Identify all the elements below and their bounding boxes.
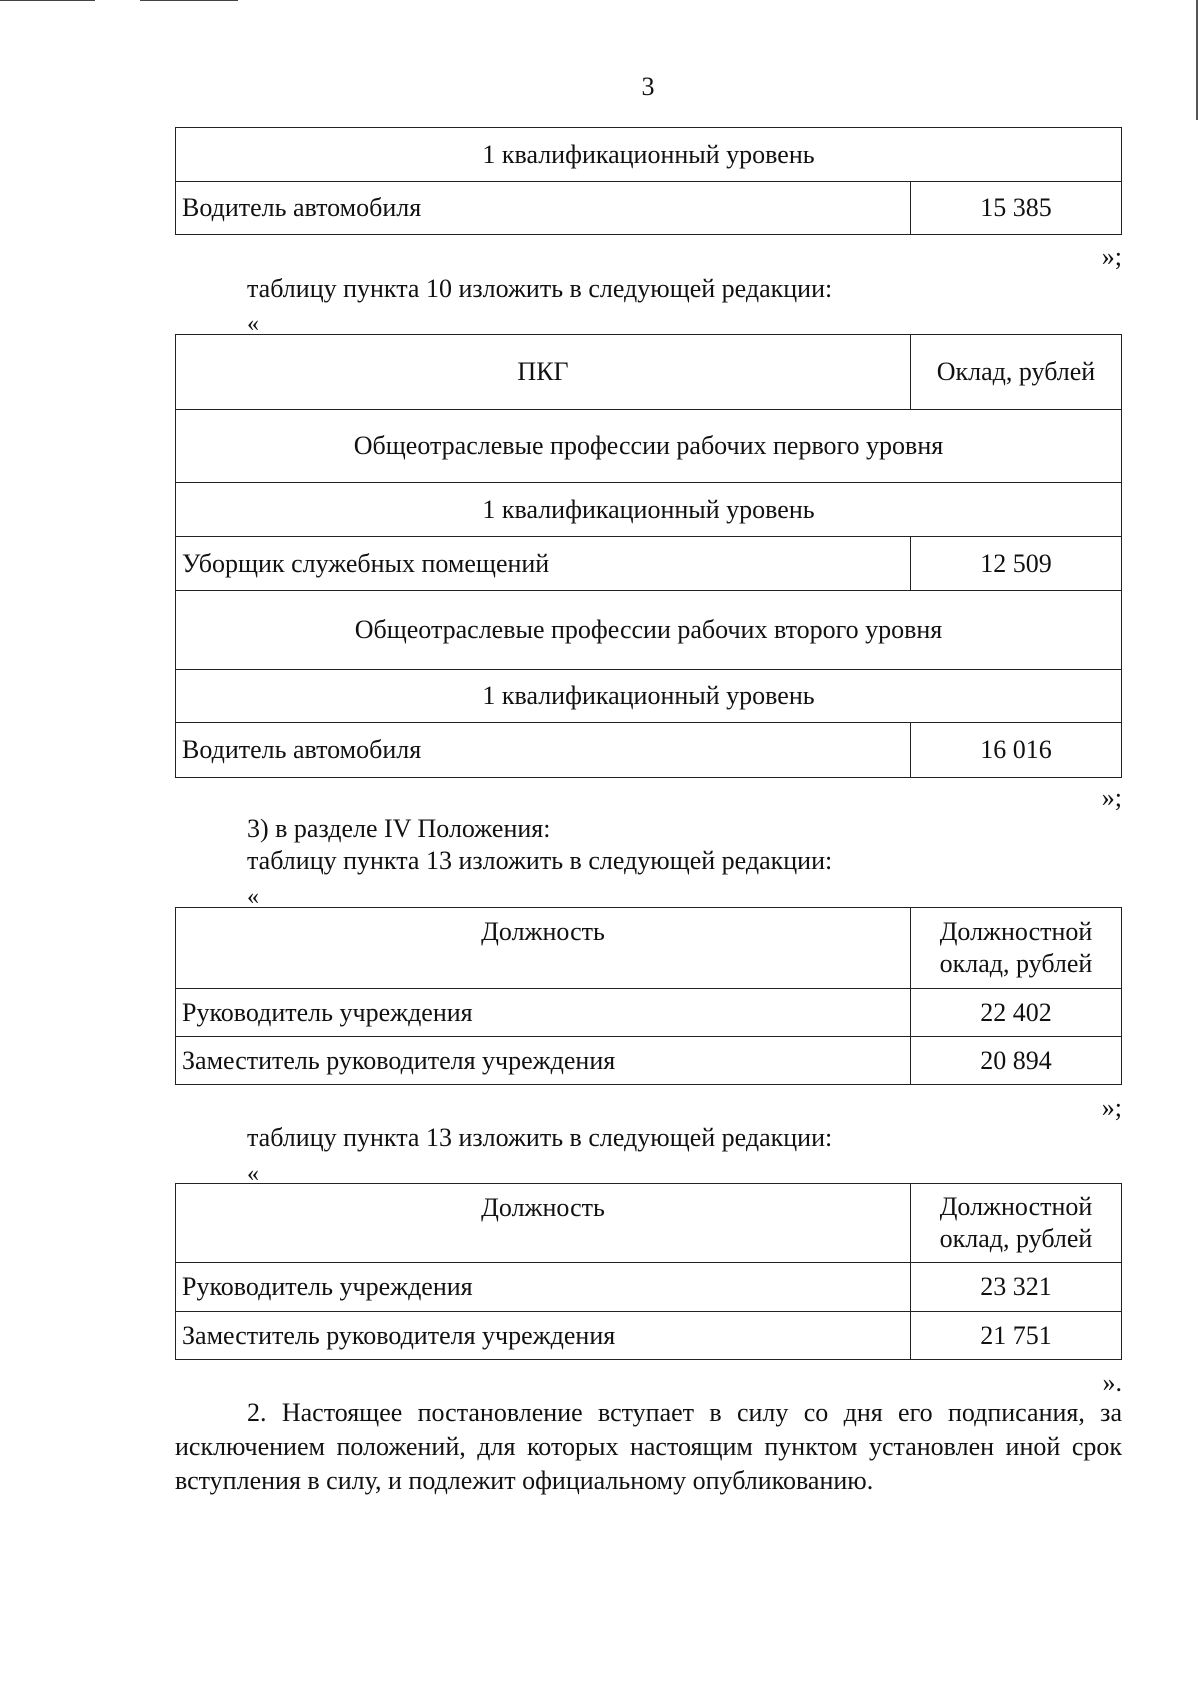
opening-quote: « bbox=[247, 1161, 259, 1187]
closing-quote: ». bbox=[1102, 1368, 1122, 1397]
closing-quote: »; bbox=[1101, 783, 1122, 812]
position-name: Руководитель учреждения bbox=[176, 1263, 911, 1312]
header-salary-line2: оклад, рублей bbox=[939, 1224, 1093, 1253]
instruction-text: таблицу пункта 10 изложить в следующей редакции: bbox=[247, 274, 833, 303]
instruction-text: таблицу пункта 13 изложить в следующей редакции: bbox=[247, 1123, 833, 1152]
table-point-13-second bbox=[175, 1183, 1122, 1360]
position-name: Руководитель учреждения bbox=[176, 989, 911, 1037]
position-name: Уборщик служебных помещений bbox=[176, 537, 911, 591]
opening-quote: « bbox=[247, 311, 259, 337]
table-driver-continued bbox=[175, 127, 1122, 235]
position-name: Водитель автомобиля bbox=[176, 723, 911, 778]
position-name: Водитель автомобиля bbox=[176, 182, 911, 235]
position-name: Заместитель руководителя учреждения bbox=[176, 1312, 911, 1360]
closing-quote: »; bbox=[1101, 1093, 1122, 1122]
scan-edge-line bbox=[0, 0, 95, 1]
paragraph-effective-date: 2. Настоящее постановление вступает в силу со дня его подписания, за исключением положений, для которых настоящим пунктом установлен иной срок вступления в силу, и подлежит официальному опубликованию. bbox=[175, 1398, 1122, 1495]
professional-group: Общеотраслевые профессии рабочих второго уровня bbox=[176, 591, 1122, 670]
section-heading: 3) в разделе IV Положения: bbox=[247, 814, 551, 843]
header-salary bbox=[911, 908, 1122, 989]
header-salary-line1: Должностной bbox=[939, 1192, 1093, 1221]
header-salary: Оклад, рублей bbox=[911, 335, 1122, 410]
page-number: 3 bbox=[641, 72, 655, 101]
opening-quote: « bbox=[247, 884, 259, 910]
header-position: Должность bbox=[176, 908, 911, 989]
salary-value: 20 894 bbox=[911, 1037, 1122, 1085]
salary-value: 12 509 bbox=[911, 537, 1122, 591]
salary-value: 21 751 bbox=[911, 1312, 1122, 1360]
header-pkg: ПКГ bbox=[176, 335, 911, 410]
instruction-text: таблицу пункта 13 изложить в следующей редакции: bbox=[247, 846, 833, 875]
header-salary-line1: Должностной bbox=[939, 917, 1093, 946]
scan-edge-line bbox=[140, 0, 238, 1]
salary-value: 15 385 bbox=[911, 182, 1122, 235]
header-salary bbox=[911, 1184, 1122, 1263]
header-position: Должность bbox=[176, 1184, 911, 1263]
position-name: Заместитель руководителя учреждения bbox=[176, 1037, 911, 1085]
header-salary-line2: оклад, рублей bbox=[939, 949, 1093, 978]
salary-value: 16 016 bbox=[911, 723, 1122, 778]
closing-quote: »; bbox=[1101, 242, 1122, 271]
table-point-13-first bbox=[175, 907, 1122, 1085]
salary-value: 23 321 bbox=[911, 1263, 1122, 1312]
qualification-level: 1 квалификационный уровень bbox=[176, 483, 1122, 537]
professional-group: Общеотраслевые профессии рабочих первого уровня bbox=[176, 410, 1122, 483]
salary-value: 22 402 bbox=[911, 989, 1122, 1037]
qualification-level: 1 квалификационный уровень bbox=[176, 670, 1122, 723]
table-point-10 bbox=[175, 334, 1122, 778]
qualification-level: 1 квалификационный уровень bbox=[176, 128, 1122, 182]
scan-edge-line bbox=[1196, 0, 1198, 120]
